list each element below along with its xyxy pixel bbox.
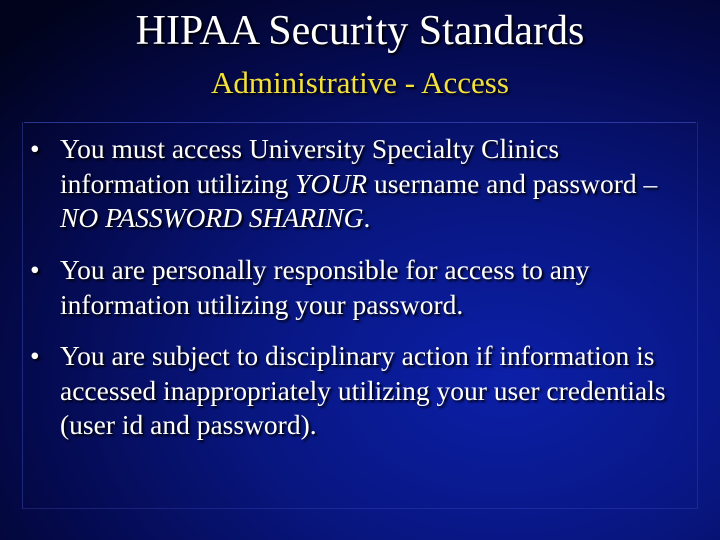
bullet-icon: • [30,133,40,164]
bullet-item-1 [30,132,690,236]
bullet-icon: • [30,340,40,372]
bullet-item-3 [30,339,690,443]
bullet-1-text [60,133,657,233]
slide-title: HIPAA Security Standards [135,8,585,54]
bullet-icon: • [30,253,40,285]
bullet-1-text-part-3: . [363,202,371,234]
bullet-3-text: You are subject to disciplinary action if information is accessed inappropriately utilizing your user credentials (user id and password). [60,340,666,441]
title-area [0,0,720,122]
bullet-1-text-part-2: username and password – [367,167,658,199]
bullet-1-emphasis-your: YOUR [295,167,368,199]
bullet-1-text-part-1: You must access University Specialty Clinics information utilizing [60,133,560,199]
slide-subtitle: Administrative - Access [211,65,509,100]
bullet-item-2 [30,253,690,322]
bullet-list [30,132,690,443]
bullet-1-emphasis-no-password-sharing: NO PASSWORD SHARING [60,202,364,234]
bullet-2-text: You are personally responsible for access to any information utilizing your password. [60,253,590,320]
